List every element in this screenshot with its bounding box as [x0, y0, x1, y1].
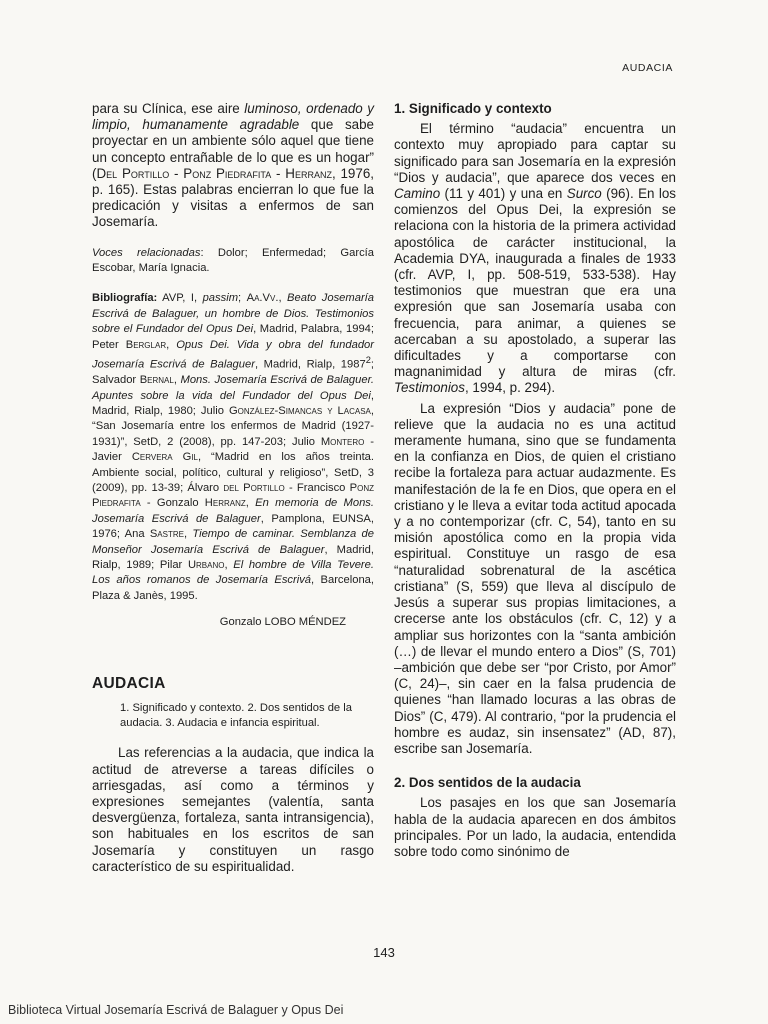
text-run: Voces relacionadas: [92, 246, 201, 259]
author-signature: Gonzalo LOBO MÉNDEZ: [219, 616, 346, 629]
section-1-paragraph-1: [394, 121, 676, 396]
text-run: - Gonzalo: [140, 497, 205, 510]
entry-intro-paragraph: Las referencias a la audacia, que indica la actitud de atreverse a tareas difíciles o arriesgadas, así como a términos y expresiones semejantes (valentía, santa desvergüenza, fortaleza, santa intransigencia), son habituales en los escritos de san Josemaría y constituyen un rasgo característico de su espiritualidad.: [92, 745, 374, 874]
section-2-paragraph-1: Los pasajes en los que san Josemaría habla de la audacia aparecen en dos ámbitos principales. Por un lado, la audacia, entendida sobre todo como sinónimo de: [394, 795, 676, 859]
text-run: passim: [202, 292, 239, 305]
section-1-paragraph-2: La expresión “Dios y audacia” pone de relieve que la audacia no es una actitud meramente humana, sino que se fundamenta en la confianza en Dios, de quien el cristiano recibe la fortaleza para actuar audazmente. Es manifestación de la fe en Dios, que opera en el cristiano y le lleva a evitar toda actitud apocada y a no contemporizar (cfr. C, 54), tanto en su misión apostólica como en la propia vida espiritual. Constituye un rasgo de esa “naturalidad sobrenatural de la ascética cristiana” (S, 559) que lleva al discípulo de Jesús a superar sus propias limitaciones, a crecerse ante los obstáculos (cfr. C, 12) y a ampliar sus horizontes con la “santa ambición (…) de llevar el mundo entero a Dios” (S, 701) –ambición que debe ser “por Cristo, por Amor” (C, 24)–, sin caer en la falsa prudencia de quienes “han llamado locuras a las obras de Dios” (C, 479). Al contrario, “por la prudencia el hombre es audaz, sin insensatez” (AD, 87), escribe san Josemaría.: [394, 400, 676, 756]
text-run: Bernal: [139, 374, 174, 387]
text-run: Cervera Gil: [131, 451, 198, 464]
text-run: , 1976, p. 165). Estas palabras encierran lo que fue la predicación y visitas a enfermos de san Josemaría.: [92, 165, 374, 230]
text-run: Opus Dei. Vida y obra del fundador Josemaría Escrivá de Balaguer: [92, 338, 374, 371]
text-run: Montero: [320, 435, 365, 448]
text-run: Herranz: [204, 497, 246, 510]
related-entries: [92, 246, 374, 277]
text-run: González-Simancas y Lacasa: [228, 405, 371, 418]
text-run: Urbano: [187, 559, 225, 572]
text-run: ;: [238, 292, 247, 305]
text-run: , Madrid, Palabra, 1994; Peter: [92, 323, 374, 351]
text-run: , Madrid, Rialp, 1989; Pilar: [92, 543, 374, 572]
text-run: ,: [166, 338, 177, 351]
text-run: - Francisco: [284, 482, 350, 495]
entry-outline: 1. Significado y contexto. 2. Dos sentidos de la audacia. 3. Audacia e infancia espiritual.: [120, 701, 352, 729]
text-run: Aa.Vv.: [246, 292, 279, 305]
section-1-heading: 1. Significado y contexto: [394, 101, 552, 116]
text-run: que sabe proyectar en un ambiente sólo aquel que tiene un concepto entrañable de lo que es un hogar” (: [92, 117, 374, 181]
section-2-heading: 2. Dos sentidos de la audacia: [394, 775, 581, 791]
text-run: 2: [365, 355, 371, 366]
bibliography: [92, 291, 374, 604]
text-run: para su Clínica, ese aire: [92, 101, 245, 116]
text-run: Beato Josemaría Escrivá de Balaguer, un hombre de Dios. Testimonios sobre el Fundador del Opus Dei: [92, 292, 375, 336]
text-run: ,: [245, 497, 256, 510]
text-run: ; Salvador: [92, 358, 374, 387]
text-run: Bibliografía:: [92, 292, 158, 305]
text-run: ,: [278, 292, 288, 305]
continued-paragraph: [92, 101, 374, 231]
text-run: Del Portillo - Ponz Piedrafita - Herranz: [96, 165, 332, 181]
text-run: (11 y 401) y una en: [440, 186, 567, 202]
text-run: del Portillo: [223, 482, 285, 495]
text-run: , 1994, p. 294).: [464, 380, 556, 396]
text-run: El hombre de Villa Tevere. Los años romanos de Josemaría Escrivá: [92, 559, 374, 587]
text-run: Tiempo de caminar. Semblanza de Monseñor Josemaría Escrivá de Balaguer: [92, 528, 374, 556]
text-run: , “San Josemaría entre los enfermos de Madrid (1927-1931)”, SetD, 2 (2008), pp. 147-203; Julio: [92, 405, 374, 448]
text-run: , Barcelona, Plaza & Janès, 1995.: [92, 574, 374, 602]
text-run: ,: [173, 374, 181, 387]
text-run: : Dolor; Enfermedad; García Escobar, María Ignacia.: [92, 246, 375, 275]
entry-title: AUDACIA: [92, 674, 166, 692]
text-run: Mons. Josemaría Escrivá de Balaguer. Apuntes sobre la vida del Fundador del Opus Dei: [92, 374, 374, 402]
text-run: El término “audacia” encuentra un contexto muy apropiado para captar su significado para san Josemaría en la expresión “Dios y audacia”, que aparece dos veces en: [394, 121, 676, 185]
text-run: - Javier: [92, 435, 374, 464]
text-run: Ponz Piedrafita: [92, 482, 374, 510]
text-run: Surco: [566, 186, 602, 202]
right-column: [394, 101, 676, 860]
left-column: [92, 101, 374, 875]
text-run: , Pamplona, EUNSA, 1976; Ana: [92, 512, 374, 541]
text-run: Testimonios: [394, 380, 465, 396]
page-number: 143: [373, 945, 395, 960]
text-run: luminoso, ordenado y limpio, humanamente agradable: [92, 101, 374, 133]
text-run: Camino: [394, 186, 441, 202]
text-run: (96). En los comienzos del Opus Dei, la expresión se relaciona con la historia de la primera actividad apostólica de carácter institucional, la Academia DYA, inaugurada a finales de 1933 (cfr. AVP, I, pp. 508-519, 533-538). Hay testimonios que muestran que era una expresión que san Josemaría usaba con frecuencia, para animar, a quienes se acercaban a su apostolado, a superar las dificultades y a comportarse con magnanimidad y altura de miras (cfr.: [394, 186, 676, 380]
text-run: ,: [183, 528, 193, 541]
text-run: , “Madrid en los años treinta. Ambiente social, político, cultural y religioso”, SetD, 3 (2009), pp. 13-39; Álvaro: [92, 451, 375, 495]
text-run: Berglar: [125, 338, 167, 351]
text-run: ,: [224, 559, 234, 572]
text-run: , Madrid, Rialp, 1987: [254, 358, 366, 371]
text-run: Sastre: [149, 528, 184, 541]
footer-credit: Biblioteca Virtual Josemaría Escrivá de Balaguer y Opus Dei: [8, 1003, 344, 1017]
text-run: En memoria de Mons. Josemaría Escrivá de Balaguer: [92, 497, 374, 525]
text-run: , Madrid, Rialp, 1980; Julio: [92, 389, 374, 418]
running-head: AUDACIA: [622, 62, 673, 74]
text-run: AVP, I,: [157, 292, 203, 305]
